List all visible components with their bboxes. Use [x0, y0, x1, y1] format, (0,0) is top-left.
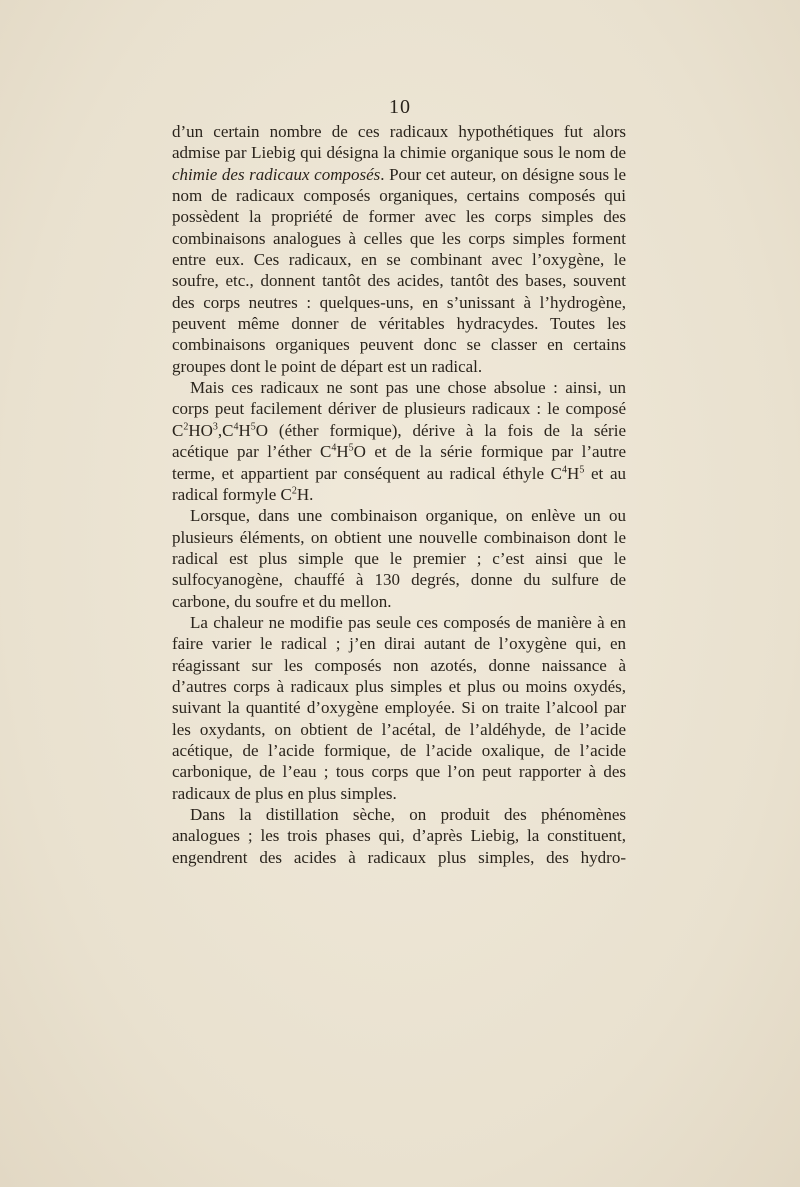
text-run: H — [238, 420, 251, 440]
superscript: 4 — [233, 421, 239, 433]
superscript: 5 — [579, 463, 585, 475]
text-run: . Pour cet auteur, on désigne sous le nom de radicaux composés organiques, certains composés qui possèdent la propriété de former avec les corps simples des combinaisons analogues à celles que les corps simples forment entre eux. Ces radicaux, en se combinant avec l’oxygène, le soufre, etc., donnent tantôt des acides, tantôt des bases, souvent des corps neutres : quelques-uns, en s’unissant à l’hydrogène, peuvent même donner de véritables hydracydes. Toutes les combinaisons organiques peuvent donc se classer en certains groupes dont le point de départ est un radical. — [172, 164, 626, 376]
text-run: Dans la distillation sèche, on produit des phénomènes analogues ; les trois phases qui, d’après Liebig, la constituent, engendrent des acides à radicaux plus simples, des hydro- — [172, 805, 626, 867]
paragraph-3 — [172, 505, 626, 612]
paragraph-1 — [172, 121, 626, 377]
superscript: 2 — [291, 485, 297, 497]
paragraph-2 — [172, 377, 626, 505]
text-run: H — [336, 442, 349, 462]
superscript: 4 — [562, 463, 568, 475]
paragraph-4 — [172, 612, 626, 804]
text-run: O et de la série formique par l’autre terme, et appartient par conséquent au radical éthyle C — [172, 442, 626, 483]
superscript: 5 — [348, 442, 354, 454]
superscript: 5 — [250, 421, 256, 433]
text-run: d’un certain nombre de ces radicaux hypothétiques fut alors admise par Liebig qui désigna la chimie organique sous le nom de — [172, 122, 626, 163]
text-run: H — [567, 463, 580, 483]
text-run: Mais ces radicaux ne sont pas une chose absolue : ainsi, un corps peut facilement dériver de plusieurs radicaux : le composé C — [172, 378, 626, 440]
text-run: O (éther formique), dérive à la fois de la série acétique par l’éther C — [172, 420, 626, 462]
superscript: 4 — [331, 442, 337, 454]
paragraph-5 — [172, 804, 626, 868]
italic-phrase: chimie des radicaux composés — [172, 164, 381, 184]
text-run: Lorsque, dans une combinaison organique, on enlève un ou plusieurs éléments, on obtient une nouvelle combinaison dont le radical est plus simple que le premier ; c’est ainsi que le sulfocyanogène, chauffé à 130 degrés, donne du sulfure de carbone, du soufre et du mellon. — [172, 506, 626, 611]
page-number: 10 — [389, 96, 411, 118]
superscript: 3 — [212, 421, 218, 433]
text-run: La chaleur ne modifie pas seule ces composés de manière à en faire varier le radical ; j’en dirai autant de l’oxygène qui, en réagissant sur les composés non azotés, donne naissance à d’autres corps à radicaux plus simples et plus ou moins oxydés, suivant la quantité d’oxygène employée. Si on traite l’alcool par les oxydants, on obtient de l’acétal, de l’aldéhyde, de l’acide acétique, de l’acide formique, de l’acide oxalique, de l’acide carbonique, de l’eau ; tous corps que l’on peut rapporter à des radicaux de plus en plus simples. — [172, 612, 626, 803]
superscript: 2 — [183, 421, 189, 433]
text-run: H. — [296, 484, 314, 504]
text-run: HO — [188, 420, 213, 440]
body-text — [172, 121, 626, 868]
text-run: ,C — [217, 420, 234, 440]
text-run: et au radical formyle C — [172, 463, 626, 504]
